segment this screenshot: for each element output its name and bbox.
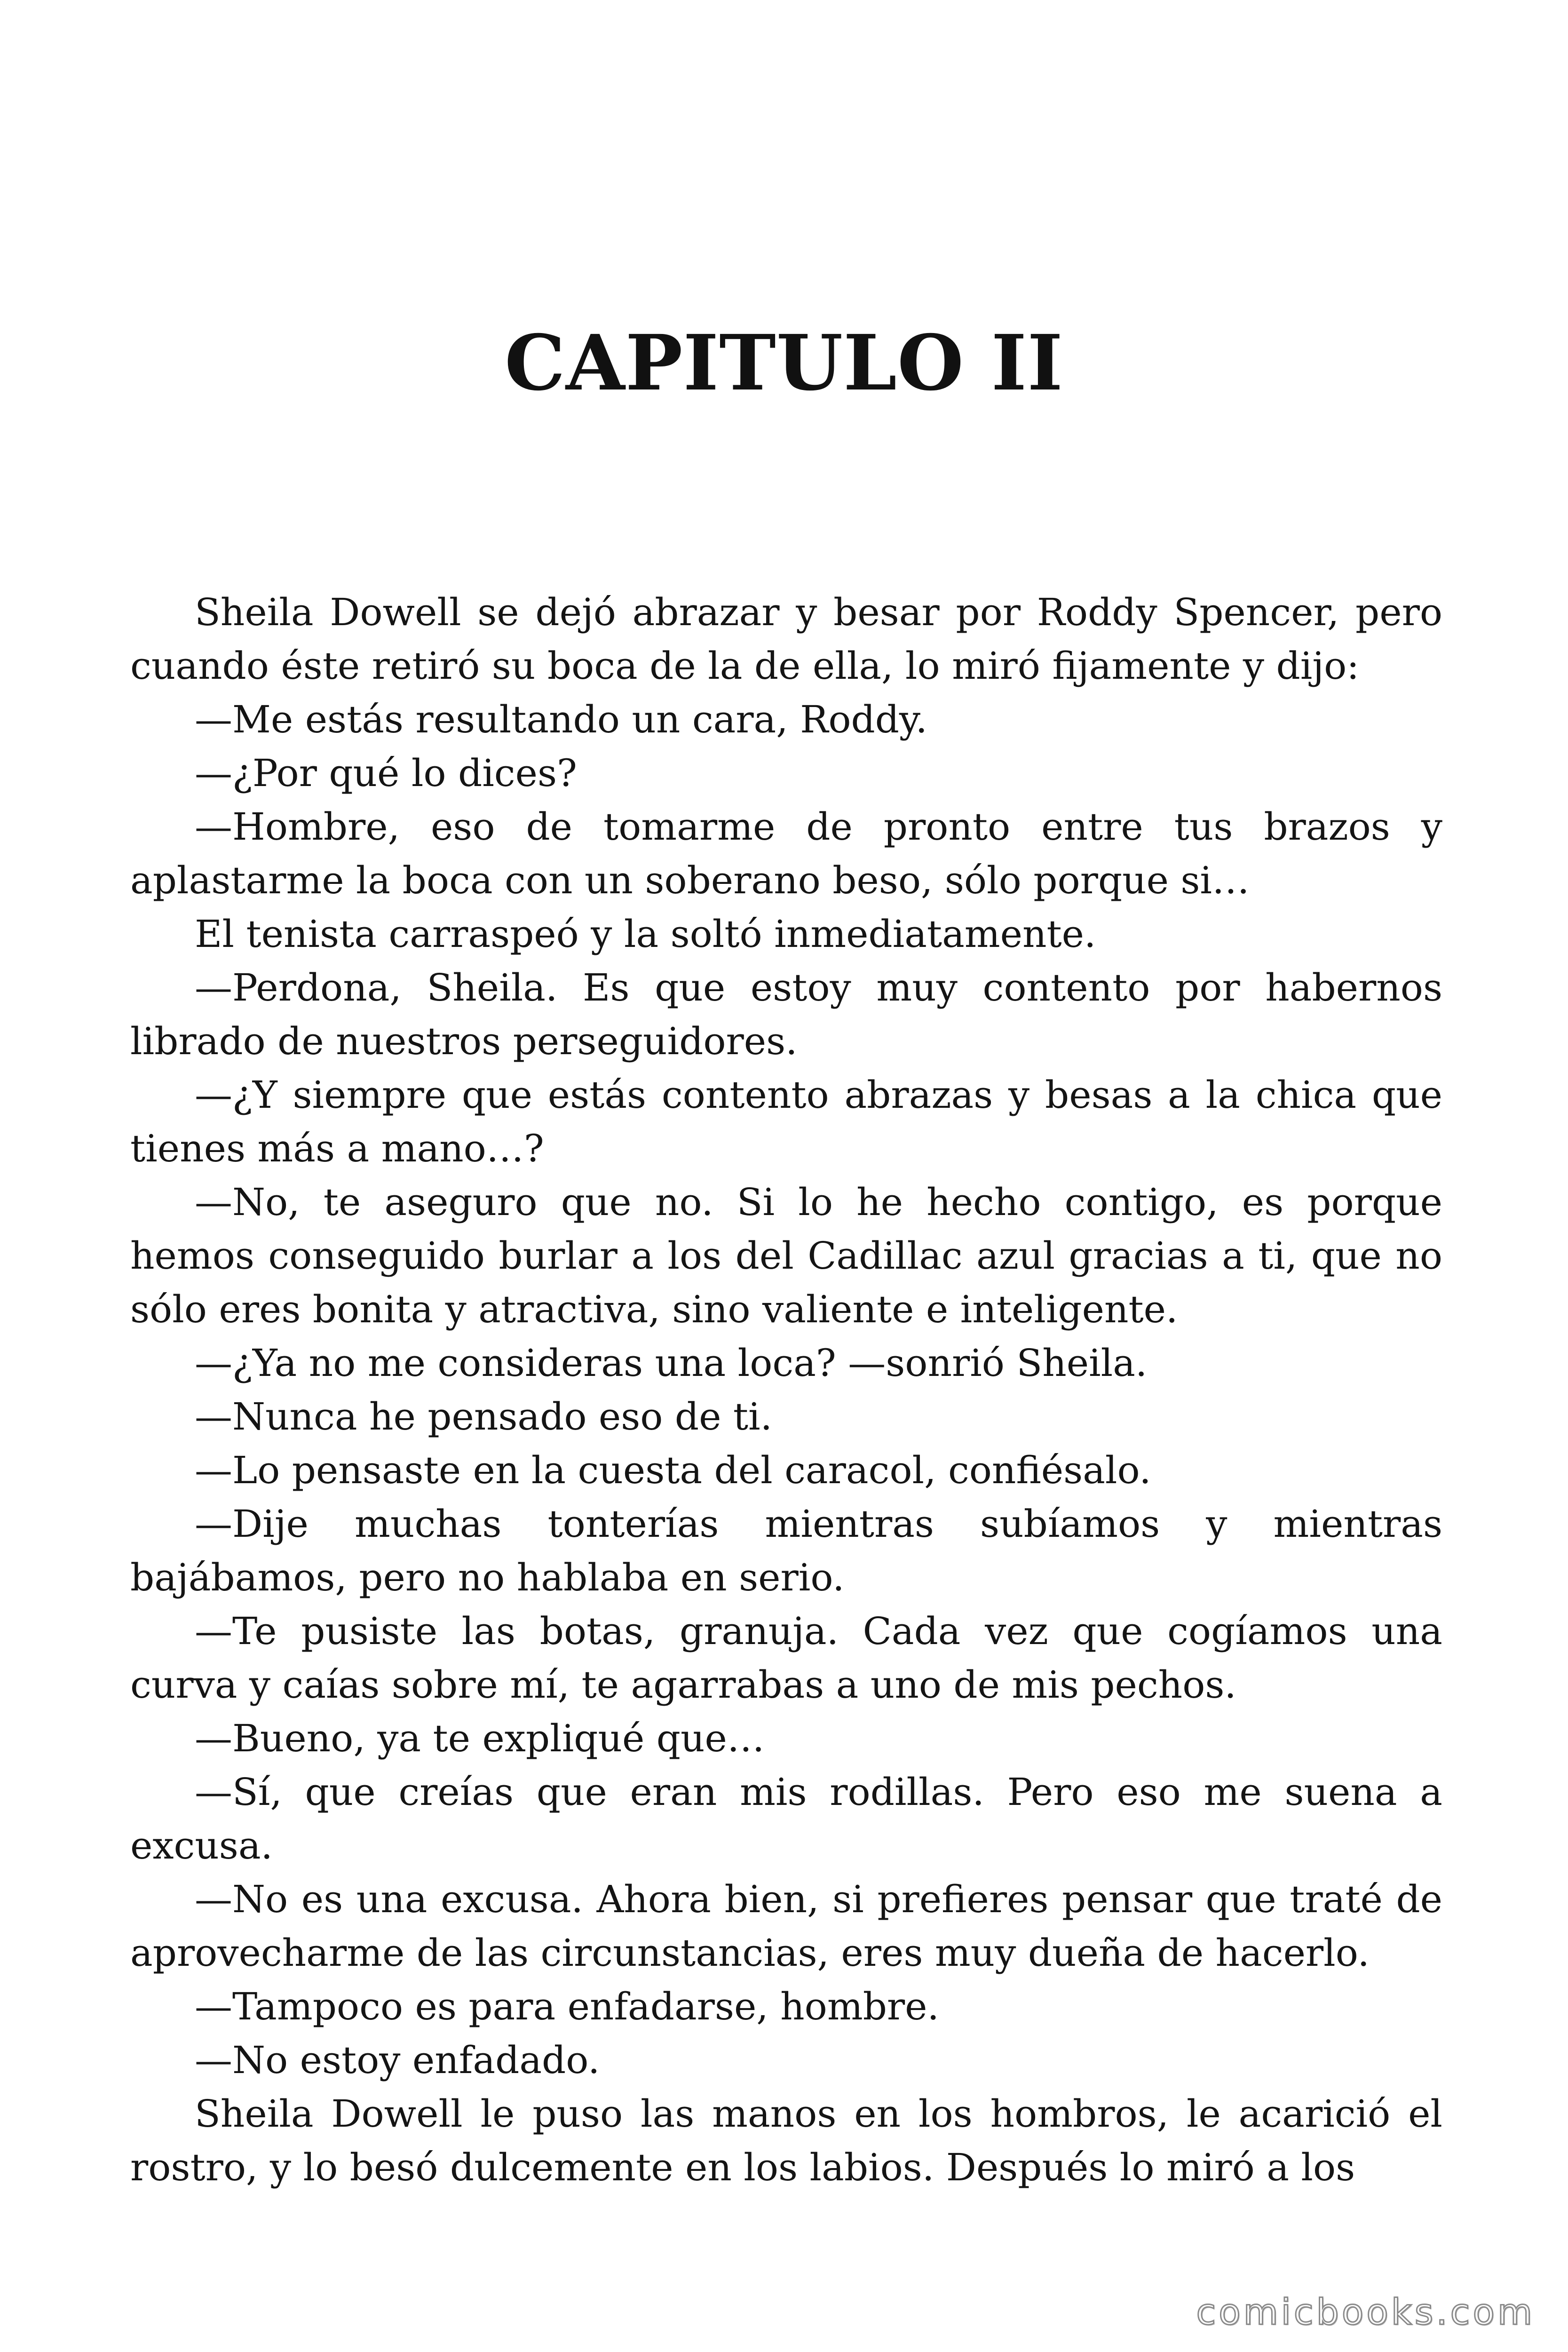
watermark: comicbooks.com xyxy=(1196,2291,1535,2333)
paragraph: Sheila Dowell le puso las manos en los hombros, le acarició el rostro, y lo besó dulcemente en los labios. Después lo miró a los xyxy=(130,2092,1442,2189)
paragraph: —Hombre, eso de tomarme de pronto entre tus brazos y aplastarme la boca con un soberano beso, sólo porque si… xyxy=(130,805,1442,902)
paragraph: El tenista carraspeó y la soltó inmediatamente. xyxy=(195,912,1096,956)
paragraph: —¿Y siempre que estás contento abrazas y besas a la chica que tienes más a mano…? xyxy=(130,1073,1442,1170)
paragraph: —Te pusiste las botas, granuja. Cada vez que cogíamos una curva y caías sobre mí, te agarrabas a uno de mis pechos. xyxy=(130,1609,1442,1707)
paragraph: —Perdona, Sheila. Es que estoy muy contento por habernos librado de nuestros perseguidores. xyxy=(130,966,1442,1063)
paragraph: —No, te aseguro que no. Si lo he hecho contigo, es porque hemos conseguido burlar a los del Cadillac azul gracias a ti, que no sólo eres bonita y atractiva, sino valiente e inteligente. xyxy=(130,1180,1442,1331)
paragraph: —Nunca he pensado eso de ti. xyxy=(195,1395,773,1438)
chapter-title: CAPITULO II xyxy=(504,318,1064,408)
paragraph: —No es una excusa. Ahora bien, si prefieres pensar que traté de aprovecharme de las circunstancias, eres muy dueña de hacerlo. xyxy=(130,1877,1442,1975)
body-text xyxy=(130,586,1442,2194)
paragraph: —Lo pensaste en la cuesta del caracol, confiésalo. xyxy=(195,1448,1151,1492)
paragraph: —Dije muchas tonterías mientras subíamos y mientras bajábamos, pero no hablaba en serio. xyxy=(130,1502,1442,1599)
paragraph: —Sí, que creías que eran mis rodillas. Pero eso me suena a excusa. xyxy=(130,1770,1442,1867)
paragraph: —¿Ya no me consideras una loca? —sonrió Sheila. xyxy=(195,1341,1148,1385)
paragraph: —Tampoco es para enfadarse, hombre. xyxy=(195,1985,939,2028)
paragraph: Sheila Dowell se dejó abrazar y besar por Roddy Spencer, pero cuando éste retiró su boca de la de ella, lo miró fijamente y dijo: xyxy=(130,590,1442,688)
paragraph: —Me estás resultando un cara, Roddy. xyxy=(195,698,927,741)
paragraph: —Bueno, ya te expliqué que… xyxy=(195,1716,765,1760)
paragraph: —No estoy enfadado. xyxy=(195,2038,600,2082)
paragraph: —¿Por qué lo dices? xyxy=(195,751,577,795)
